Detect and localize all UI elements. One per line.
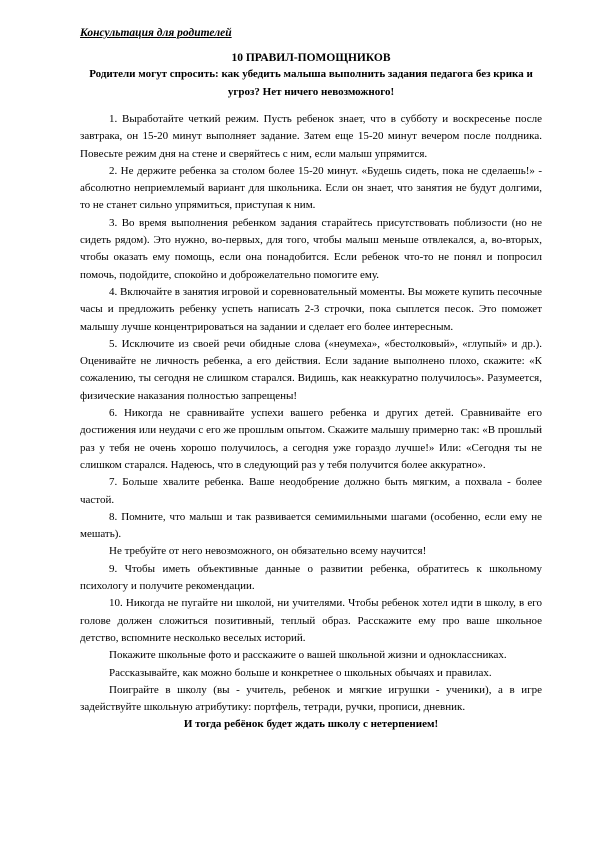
rule-6-paragraph: 6. Никогда не сравнивайте успехи вашего ребенка и других детей. Сравнивайте его достижения или неудачи с его же прошлым опытом. Скажите малышу примерно так: «В прошлый раз у тебя не очень хорошо получилось, а сегодня уже гораздо лучше!» Или: «Сегодня ты не слишком старался. Надеюсь, что в следующий раз у тебя получится более аккуратно». (80, 407, 542, 471)
rule-8-paragraph: 8. Помните, что малыш и так развивается семимильными шагами (особенно, если ему не мешать). (80, 510, 542, 541)
closing-line: И тогда ребёнок будет ждать школу с нетерпением! (183, 718, 439, 731)
rule-3-paragraph: 3. Во время выполнения ребенком задания старайтесь присутствовать поблизости (но не сидеть рядом). Это нужно, во-первых, для того, чтобы малыш меньше отвлекался, а, во-вторых, чтобы оказать ему помощь, если она понадобится. Если ребенок что-то не понял и попросил помочь, подойдите, спокойно и доброжелательно помогите ему. (80, 216, 542, 281)
rule-7-paragraph: 7. Больше хвалите ребенка. Ваше неодобрение должно быть мягким, а похвала - более частой. (80, 476, 542, 506)
rule-9-paragraph: 9. Чтобы иметь объективные данные о развитии ребенка, обратитесь к школьному психологу и получите рекомендации. (80, 562, 542, 593)
document-subtitle: Родители могут спросить: как убедить малыша выполнить задания педагога без крика и угроз? Нет ничего невозможного! (89, 68, 533, 98)
document-page (80, 26, 542, 734)
customs-paragraph: Рассказывайте, как можно больше и конкретнее о школьных обычаях и правилах. (109, 666, 492, 679)
rule-2-paragraph: 2. Не держите ребенка за столом более 15-20 минут. «Будешь сидеть, пока не сделаешь!» - абсолютно неприемлемый вариант для школьника. Если он знает, что занятия не будут долгими, то не станет сильно упрямиться, приступая к ним. (80, 164, 542, 212)
document-title: 10 ПРАВИЛ-ПОМОЩНИКОВ (231, 52, 391, 64)
rule-4-paragraph: 4. Включайте в занятия игровой и соревновательный моменты. Вы можете купить песочные часы и предложить ребенку успеть написать 2-3 строчки, пока сыплется песок. Это поможет малышу лучше концентрироваться на задании и сделает его более интересным. (80, 285, 542, 333)
photos-paragraph: Покажите школьные фото и расскажите о вашей школьной жизни и одноклассниках. (109, 649, 507, 662)
rule-5-paragraph: 5. Исключите из своей речи обидные слова («неумеха», «бестолковый», «глупый» и др.). Оценивайте не личность ребенка, а его действия. Если задание выполнено плохо, скажите: «К сожалению, ты сегодня не слишком старался. Видишь, как неаккуратно получилось». Разумеется, физические наказания полностью запрещены! (80, 337, 542, 402)
rule-8-note-paragraph: Не требуйте от него невозможного, он обязательно всему научится! (109, 545, 427, 558)
play-school-paragraph: Поиграйте в школу (вы - учитель, ребенок и мягкие игрушки - ученики), а в игре задействуйте школьную атрибутику: портфель, тетради, ручки, прописи, дневник. (80, 683, 542, 714)
consultation-label: Консультация для родителей (80, 27, 232, 39)
rule-1-paragraph: 1. Выработайте четкий режим. Пусть ребенок знает, что в субботу и воскресенье после завтрака, он 15-20 минут выполняет задание. Затем еще 15-20 минут вечером после полдника. Повесьте режим дня на стене и сверяйтесь с ним, если малыш упрямится. (80, 113, 542, 160)
rule-10-paragraph: 10. Никогда не пугайте ни школой, ни учителями. Чтобы ребенок хотел идти в школу, в его голове должен сложиться позитивный, теплый образ. Расскажите ему про ваше школьное детство, вспомните несколько веселых историй. (80, 597, 542, 644)
